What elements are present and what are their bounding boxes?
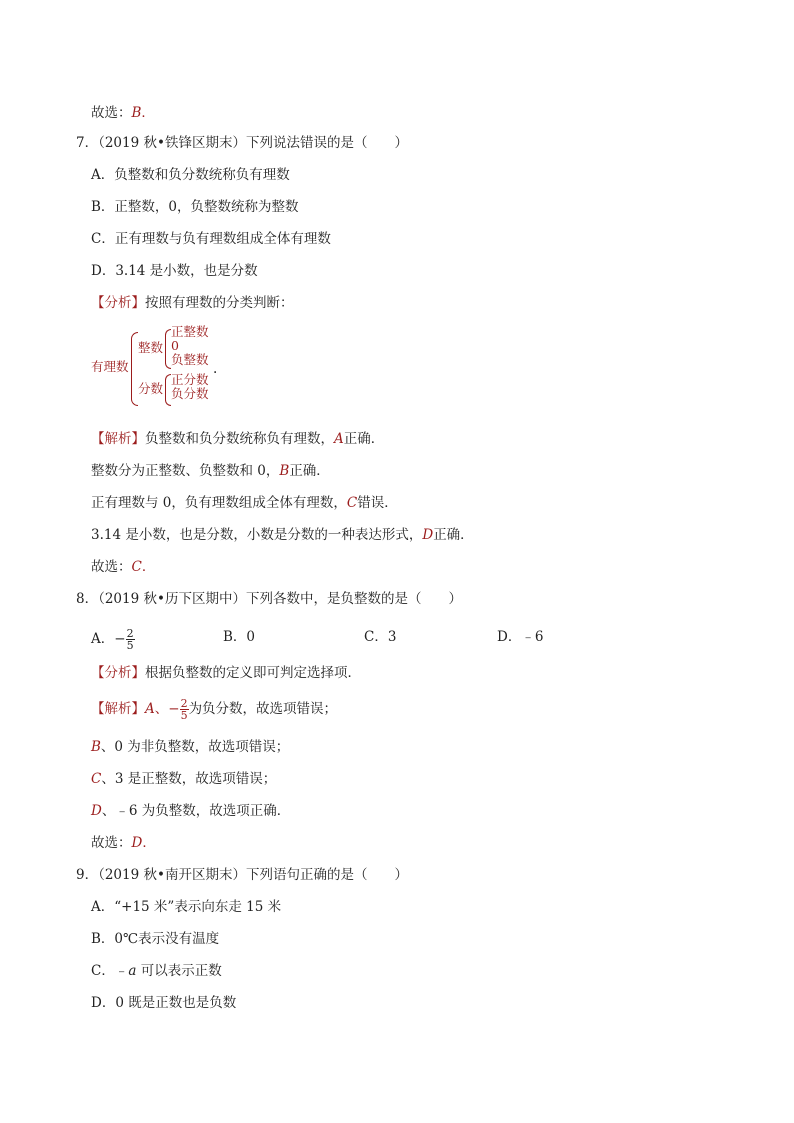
class-integer-item-3: 负整数 bbox=[171, 352, 209, 367]
class-fraction: 分数 bbox=[138, 381, 164, 396]
answer-line: 故选：B． bbox=[91, 105, 155, 121]
q8-option-d: D．﹣6 bbox=[497, 629, 544, 645]
q8-solution-line-2: B、0 为非负整数，故选项错误； bbox=[91, 739, 290, 755]
solution-tag: 【解析】 bbox=[91, 701, 145, 717]
q7-solution-line-4: 3.14 是小数，也是分数，小数是分数的一种表达形式，D正确． bbox=[91, 527, 474, 543]
class-end-dot: . bbox=[213, 361, 218, 377]
class-fraction-item-2: 负分数 bbox=[171, 386, 209, 401]
analysis-tag: 【分析】 bbox=[91, 665, 145, 681]
solution-tag: 【解析】 bbox=[91, 431, 145, 447]
q7-option-a: A．负整数和负分数统称负有理数 bbox=[91, 167, 290, 183]
q8-option-a: A．− $\frac{2}{5}$ bbox=[91, 627, 134, 652]
q8-solution-line-1: 【解析】A、− $\frac{2}{5}$ 为负分数，故选项错误； bbox=[91, 697, 338, 722]
q8-analysis: 【分析】根据负整数的定义即可判定选择项． bbox=[91, 665, 361, 681]
q8-solution-line-3: C、3 是正整数，故选项错误； bbox=[91, 771, 277, 787]
analysis-tag: 【分析】 bbox=[91, 295, 145, 311]
q9-option-d: D．0 既是正数也是负数 bbox=[91, 995, 237, 1011]
class-integer-item-2: 0 bbox=[171, 338, 179, 353]
q8-solution-line-4: D、﹣6 为负整数，故选项正确． bbox=[91, 803, 291, 819]
q8-option-c: C．3 bbox=[364, 629, 397, 645]
q7-option-b: B．正整数，0，负整数统称为整数 bbox=[91, 199, 299, 215]
answer-letter: B bbox=[131, 105, 142, 121]
class-root: 有理数 bbox=[91, 359, 129, 374]
question-9-stem: 9．（2019 秋•南开区期末）下列语句正确的是（ ） bbox=[76, 867, 408, 883]
q8-answer: 故选：D． bbox=[91, 835, 156, 851]
question-7-stem: 7．（2019 秋•铁锋区期末）下列说法错误的是（ ） bbox=[76, 135, 408, 151]
q9-option-c: C．﹣a 可以表示正数 bbox=[91, 963, 222, 979]
q7-option-c: C．正有理数与负有理数组成全体有理数 bbox=[91, 231, 331, 247]
question-8-stem: 8．（2019 秋•历下区期中）下列各数中，是负整数的是（ ） bbox=[76, 591, 462, 607]
brace-root bbox=[131, 332, 138, 406]
class-integer: 整数 bbox=[138, 340, 164, 355]
class-integer-item-1: 正整数 bbox=[171, 324, 209, 339]
q7-answer: 故选：C． bbox=[91, 559, 156, 575]
q9-option-b: B．0℃表示没有温度 bbox=[91, 931, 220, 947]
q7-analysis: 【分析】按照有理数的分类判断： bbox=[91, 295, 294, 311]
fraction: $\frac{2}{5}$ bbox=[180, 697, 188, 722]
class-fraction-item-1: 正分数 bbox=[171, 372, 209, 387]
q7-solution-line-2: 整数分为正整数、负整数和 0，B正确． bbox=[91, 463, 330, 479]
fraction: $\frac{2}{5}$ bbox=[126, 627, 134, 652]
q7-solution-line-1: 【解析】负整数和负分数统称负有理数，A正确． bbox=[91, 431, 385, 447]
q7-solution-line-3: 正有理数与 0，负有理数组成全体有理数，C错误． bbox=[91, 495, 398, 511]
q9-option-a: A．“+15 米”表示向东走 15 米 bbox=[91, 899, 282, 915]
q7-option-d: D．3.14 是小数，也是分数 bbox=[91, 263, 258, 279]
q8-option-b: B．0 bbox=[223, 629, 256, 645]
